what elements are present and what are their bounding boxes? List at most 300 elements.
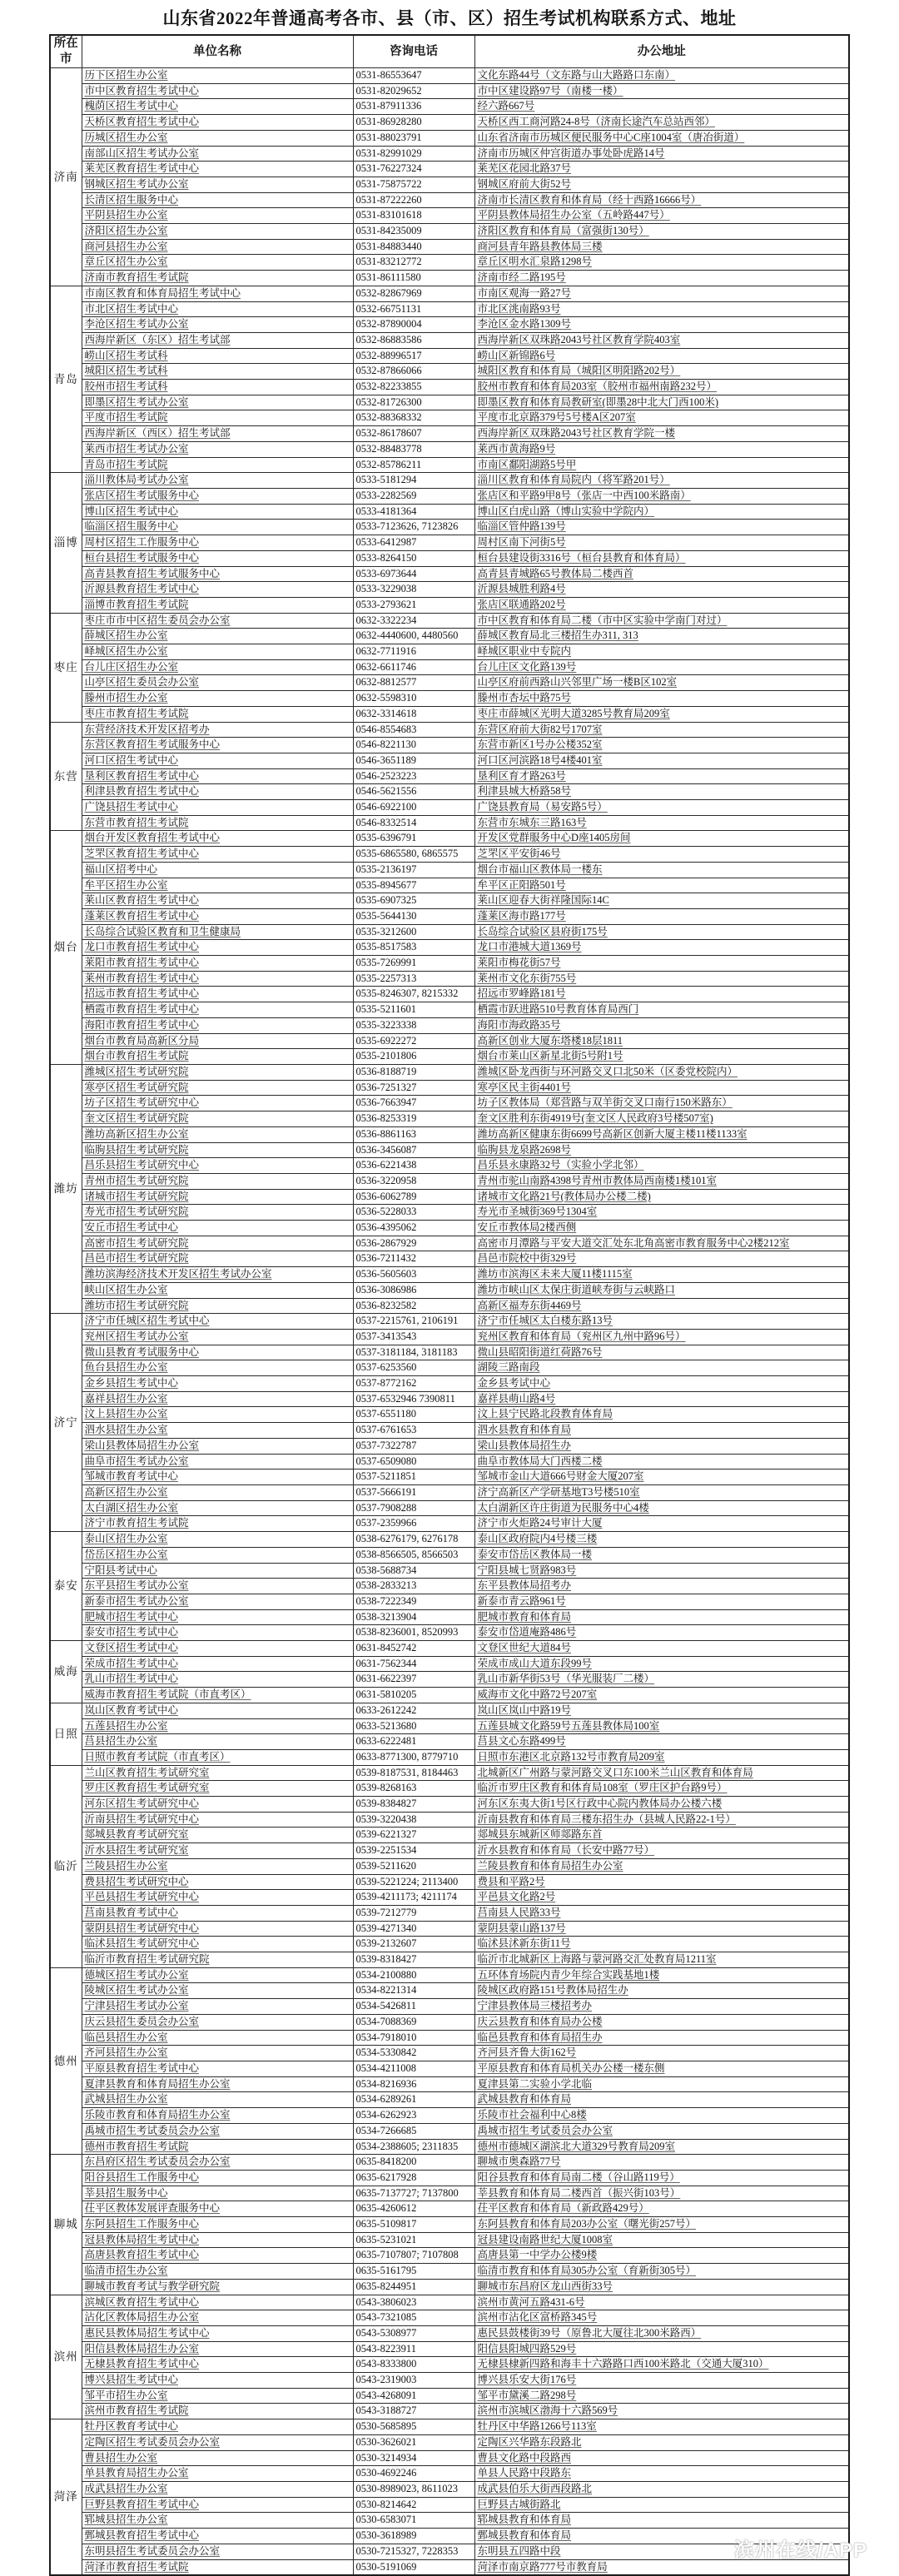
unit-name-cell: 岚山区教育考试中心 xyxy=(82,1703,353,1718)
unit-name-cell: 薛城区招生办公室 xyxy=(82,629,353,644)
address-cell: 烟台市福山区教体局一楼东 xyxy=(474,862,849,878)
address-cell: 太白湖新区许庄街道为民服务中心4楼 xyxy=(474,1500,849,1516)
phone-cell: 0532-66751131 xyxy=(353,301,474,317)
city-cell: 济宁 xyxy=(50,1314,82,1532)
address-cell: 城阳区教育和体育局（城阳区明阳路202号） xyxy=(474,364,849,380)
table-row xyxy=(50,956,849,972)
table-row xyxy=(50,520,849,535)
unit-name-cell: 平阴县招生办公室 xyxy=(82,208,353,224)
address-cell: 商河县青年路县教体局三楼 xyxy=(474,239,849,255)
address-cell: 山亭区府前西路山兴邻里广场一楼B区102室 xyxy=(474,675,849,691)
phone-cell: 0631-5810205 xyxy=(353,1688,474,1703)
address-cell: 坊子区教体局（郑营路与双羊街交叉口南行150米路东） xyxy=(474,1096,849,1111)
address-cell: 牟平区正阳路501号 xyxy=(474,878,849,893)
phone-cell: 0546-2523223 xyxy=(353,768,474,784)
table-row xyxy=(50,1812,849,1828)
table-row xyxy=(50,1563,849,1579)
unit-name-cell: 宁阳县考试中心 xyxy=(82,1563,353,1579)
table-row xyxy=(50,1221,849,1236)
phone-cell: 0531-83101618 xyxy=(353,208,474,224)
table-row xyxy=(50,1688,849,1703)
unit-name-cell: 沂南县招生考试研究中心 xyxy=(82,1812,353,1828)
unit-name-cell: 文登区招生考试中心 xyxy=(82,1641,353,1657)
phone-cell: 0546-3651189 xyxy=(353,753,474,768)
address-cell: 临邑县教育和体育局招生办 xyxy=(474,2030,849,2046)
phone-cell: 0539-4211173; 4211174 xyxy=(353,1890,474,1906)
address-cell: 潍坊市峡山区太保庄街道峡寿街与云峡路口 xyxy=(474,1282,849,1298)
address-cell: 文登区世纪大道84号 xyxy=(474,1641,849,1657)
unit-name-cell: 章丘区招生办公室 xyxy=(82,255,353,271)
table-row xyxy=(50,1858,849,1874)
table-row xyxy=(50,239,849,255)
unit-name-cell: 蒙阴县招生考试研究中心 xyxy=(82,1921,353,1937)
phone-cell: 0535-3212600 xyxy=(353,924,474,940)
phone-cell: 0535-6396791 xyxy=(353,831,474,847)
phone-cell: 0532-86178607 xyxy=(353,426,474,442)
phone-cell: 0546-8332514 xyxy=(353,815,474,831)
unit-name-cell: 莱州市教育招生考试中心 xyxy=(82,971,353,987)
phone-cell: 0635-7137727; 7137800 xyxy=(353,2186,474,2201)
unit-name-cell: 潍城区招生考试研究院 xyxy=(82,1065,353,1081)
table-row xyxy=(50,2466,849,2482)
unit-name-cell: 海阳市教育招生考试中心 xyxy=(82,1017,353,1033)
unit-name-cell: 沾化区教体局招生办公室 xyxy=(82,2310,353,2326)
unit-name-cell: 奎文区招生考试研究院 xyxy=(82,1111,353,1127)
address-cell: 莒南县人民路33号 xyxy=(474,1905,849,1921)
address-cell: 平阴县教体局招生办公室（五岭路447号） xyxy=(474,208,849,224)
phone-cell: 0530-8214642 xyxy=(353,2497,474,2513)
unit-name-cell: 崂山区招生考试科 xyxy=(82,348,353,364)
address-cell: 泰安市岱道庵路486号 xyxy=(474,1625,849,1641)
address-cell: 利津县城大桥路58号 xyxy=(474,784,849,800)
phone-cell: 0535-2257313 xyxy=(353,971,474,987)
table-row xyxy=(50,1921,849,1937)
phone-cell: 0534-7918010 xyxy=(353,2030,474,2046)
unit-name-cell: 城阳区招生考试科 xyxy=(82,364,353,380)
unit-name-cell: 广饶县招生考试中心 xyxy=(82,800,353,816)
unit-name-cell: 兖州区招生考试办公室 xyxy=(82,1329,353,1345)
unit-name-cell: 昌邑市招生考试研究院 xyxy=(82,1251,353,1267)
table-row xyxy=(50,847,849,863)
phone-cell: 0531-88023791 xyxy=(353,130,474,146)
table-row xyxy=(50,2108,849,2124)
phone-cell: 0539-2251534 xyxy=(353,1843,474,1859)
unit-name-cell: 烟台开发区教育招生考试中心 xyxy=(82,831,353,847)
phone-cell: 0532-88368332 xyxy=(353,410,474,426)
phone-cell: 0534-7266685 xyxy=(353,2123,474,2139)
unit-name-cell: 青岛市招生考试院 xyxy=(82,457,353,473)
address-cell: 临沭县沭新东街11号 xyxy=(474,1937,849,1952)
unit-name-cell: 成武县招生办公室 xyxy=(82,2481,353,2497)
unit-name-cell: 郯城县教育考试研究室 xyxy=(82,1828,353,1843)
unit-name-cell: 邹平市招生办公室 xyxy=(82,2388,353,2404)
unit-name-cell: 沂水县招生考试研究室 xyxy=(82,1843,353,1859)
phone-cell: 0546-6922100 xyxy=(353,800,474,816)
table-row xyxy=(50,878,849,893)
phone-cell: 0532-87866066 xyxy=(353,364,474,380)
unit-name-cell: 武城县招生办公室 xyxy=(82,2092,353,2108)
table-row xyxy=(50,162,849,177)
address-cell: 济宁市任城区太白楼东路13号 xyxy=(474,1314,849,1330)
city-cell: 青岛 xyxy=(50,286,82,472)
address-cell: 沂源县城胜利路4号 xyxy=(474,582,849,598)
table-row xyxy=(50,1625,849,1641)
unit-name-cell: 河东区招生考试研究中心 xyxy=(82,1797,353,1813)
address-cell: 汶上县宁民路北段教育体育局 xyxy=(474,1407,849,1423)
address-cell: 兰陵县教育和体育局招生办公室 xyxy=(474,1858,849,1874)
address-cell: 临朐县龙泉路2698号 xyxy=(474,1142,849,1158)
address-cell: 嘉祥县萌山路4号 xyxy=(474,1391,849,1407)
phone-cell: 0534-6262923 xyxy=(353,2108,474,2124)
address-cell: 泰山区政府院内4号楼三楼 xyxy=(474,1532,849,1548)
unit-name-cell: 茌平区教体发展评查服务中心 xyxy=(82,2201,353,2217)
unit-name-cell: 无棣县教育招生考试中心 xyxy=(82,2357,353,2373)
address-cell: 邹城市金山大道666号财金大厦207室 xyxy=(474,1470,849,1485)
address-cell: 寿光市圣城街369号1304室 xyxy=(474,1205,849,1221)
table-row xyxy=(50,706,849,722)
table-row xyxy=(50,255,849,271)
table-row xyxy=(50,1002,849,1018)
unit-name-cell: 禹城市招生考试委员会办公室 xyxy=(82,2123,353,2139)
phone-cell: 0632-5598310 xyxy=(353,691,474,707)
table-row xyxy=(50,582,849,598)
table-row xyxy=(50,380,849,395)
table-row xyxy=(50,2295,849,2310)
phone-cell: 0533-5181294 xyxy=(353,473,474,489)
table-row xyxy=(50,1952,849,1968)
unit-name-cell: 李沧区招生考试办公室 xyxy=(82,317,353,333)
city-cell: 烟台 xyxy=(50,831,82,1065)
phone-cell: 0531-83212772 xyxy=(353,255,474,271)
unit-name-cell: 兰陵县招生办公室 xyxy=(82,1858,353,1874)
address-cell: 五莲县城文化路59号五莲县教体局100室 xyxy=(474,1718,849,1734)
unit-name-cell: 牡丹区教育考试中心 xyxy=(82,2419,353,2435)
phone-cell: 0531-87222260 xyxy=(353,192,474,208)
unit-name-cell: 宁津县招生考试办公室 xyxy=(82,1999,353,2015)
phone-cell: 0534-6289261 xyxy=(353,2092,474,2108)
unit-name-cell: 兰山区教育招生考试研究室 xyxy=(82,1765,353,1781)
phone-cell: 0537-6532946 7390811 xyxy=(353,1391,474,1407)
phone-cell: 0535-8945677 xyxy=(353,878,474,893)
unit-name-cell: 东平县招生考试办公室 xyxy=(82,1579,353,1594)
address-cell: 郯城县东城新区师郯路东首 xyxy=(474,1828,849,1843)
address-cell: 市中区教育和体育局二楼（市中区实验中学南门对过） xyxy=(474,613,849,629)
address-cell: 济宁市火炬路24号审计大厦 xyxy=(474,1516,849,1532)
unit-name-cell: 济阳区招生办公室 xyxy=(82,224,353,240)
address-cell: 文化东路44号（文东路与山大路路口东南） xyxy=(474,68,849,84)
unit-name-cell: 安丘市招生考试中心 xyxy=(82,1221,353,1236)
phone-cell: 0538-7222349 xyxy=(353,1594,474,1609)
unit-name-cell: 梁山县教体局招生办公室 xyxy=(82,1438,353,1454)
phone-cell: 0535-5644130 xyxy=(353,908,474,924)
address-cell: 青州市驼山南路4398号青州市教体局西南楼1楼101室 xyxy=(474,1173,849,1189)
address-cell: 聊城市奥森路77号 xyxy=(474,2155,849,2171)
address-cell: 日照市东港区北京路132号市教育局209室 xyxy=(474,1749,849,1765)
unit-name-cell: 潍坊高新区招生办公室 xyxy=(82,1126,353,1142)
table-row xyxy=(50,691,849,707)
address-cell: 莱山区迎春大街祥隆国际14C xyxy=(474,893,849,909)
address-cell: 阳谷县教育和体育局南二楼（谷山路119号） xyxy=(474,2170,849,2186)
unit-name-cell: 桓台县招生考试服务中心 xyxy=(82,550,353,566)
address-cell: 开发区党群服务中心D座1405房间 xyxy=(474,831,849,847)
address-cell: 茌平区教育和体育局（新政路429号） xyxy=(474,2201,849,2217)
watermark-text: 滨州在线/APP xyxy=(733,2539,867,2563)
unit-name-cell: 滨城区教育招生考试中心 xyxy=(82,2295,353,2310)
address-cell: 禹城市招生考试委员会办公室 xyxy=(474,2123,849,2139)
table-row xyxy=(50,410,849,426)
phone-cell: 0635-7107807; 7107808 xyxy=(353,2248,474,2264)
unit-name-cell: 东阿县招生工作服务中心 xyxy=(82,2217,353,2233)
phone-cell: 0539-8187531, 8184463 xyxy=(353,1765,474,1781)
phone-cell: 0532-81726300 xyxy=(353,395,474,410)
unit-name-cell: 莒南县教育考试中心 xyxy=(82,1905,353,1921)
table-row xyxy=(50,1345,849,1360)
phone-cell: 0536-7211432 xyxy=(353,1251,474,1267)
address-cell: 昌乐县永康路32号（实验小学北邻） xyxy=(474,1158,849,1174)
table-row xyxy=(50,1423,849,1439)
address-cell: 金乡县考试中心 xyxy=(474,1376,849,1392)
address-cell: 钢城区府前大街52号 xyxy=(474,177,849,192)
table-row xyxy=(50,2544,849,2559)
unit-name-cell: 太白湖区招生办公室 xyxy=(82,1500,353,1516)
phone-cell: 0539-5221224; 2113400 xyxy=(353,1874,474,1890)
table-row xyxy=(50,271,849,286)
unit-name-cell: 巨野县教育招生考试中心 xyxy=(82,2497,353,2513)
phone-cell: 0537-2215761, 2106191 xyxy=(353,1314,474,1330)
city-cell: 滨州 xyxy=(50,2295,82,2419)
unit-name-cell: 即墨区招生考试办公室 xyxy=(82,395,353,410)
table-row xyxy=(50,2310,849,2326)
phone-cell: 0534-2388605; 2311835 xyxy=(353,2139,474,2155)
table-row xyxy=(50,2264,849,2280)
table-row xyxy=(50,317,849,333)
unit-name-cell: 嘉祥县招生办公室 xyxy=(82,1391,353,1407)
city-cell: 淄博 xyxy=(50,473,82,613)
address-cell: 梁山县教体局招生办 xyxy=(474,1438,849,1454)
table-row xyxy=(50,2030,849,2046)
unit-name-cell: 济南市教育招生考试院 xyxy=(82,271,353,286)
unit-name-cell: 西海岸新区（东区）招生考试部 xyxy=(82,332,353,348)
unit-name-cell: 山亭区招生委员会办公室 xyxy=(82,675,353,691)
phone-cell: 0537-3181184, 3181183 xyxy=(353,1345,474,1360)
table-row xyxy=(50,1905,849,1921)
phone-cell: 0543-7321085 xyxy=(353,2310,474,2326)
unit-name-cell: 芝罘区教育招生考试中心 xyxy=(82,847,353,863)
address-cell: 夏津县第二实验小学北临 xyxy=(474,2076,849,2092)
address-cell: 武城县教育和体育局 xyxy=(474,2092,849,2108)
table-row xyxy=(50,550,849,566)
address-cell: 无棣县棣新四路和海丰十六路路口西100米路北（交通大厦310） xyxy=(474,2357,849,2373)
phone-cell: 0539-2132607 xyxy=(353,1937,474,1952)
phone-cell: 0546-8221130 xyxy=(353,738,474,753)
unit-name-cell: 莱芜区教育招生考试中心 xyxy=(82,162,353,177)
table-row xyxy=(50,2341,849,2357)
unit-name-cell: 东营经济技术开发区招考办 xyxy=(82,722,353,738)
address-cell: 市北区洮南路93号 xyxy=(474,301,849,317)
phone-cell: 0534-5330842 xyxy=(353,2046,474,2061)
unit-name-cell: 泰山区招生办公室 xyxy=(82,1532,353,1548)
table-row xyxy=(50,768,849,784)
phone-cell: 0536-3456087 xyxy=(353,1142,474,1158)
table-row xyxy=(50,675,849,691)
table-body xyxy=(50,68,849,2576)
unit-name-cell: 垦利区教育招生考试中心 xyxy=(82,768,353,784)
unit-name-cell: 台儿庄区招生办公室 xyxy=(82,659,353,675)
table-row xyxy=(50,2513,849,2529)
address-cell: 潍坊高新区健康东街6699号高新区创新大厦主楼11楼1133室 xyxy=(474,1126,849,1142)
address-cell: 西海岸新区双珠路2043号社区教育学院一楼 xyxy=(474,426,849,442)
address-cell: 菏泽市南京路777号市教育局 xyxy=(474,2559,849,2575)
unit-name-cell: 青州市招生考试研究院 xyxy=(82,1173,353,1189)
address-cell: 济宁高新区产学研基地T3号楼510室 xyxy=(474,1484,849,1500)
address-cell: 枣庄市薛城区光明大道3285号教育局209室 xyxy=(474,706,849,722)
unit-name-cell: 历城区招生办公室 xyxy=(82,130,353,146)
address-cell: 平原县教育和体育局机关办公楼一楼东侧 xyxy=(474,2061,849,2077)
phone-cell: 0534-4211008 xyxy=(353,2061,474,2077)
phone-cell: 0538-2833213 xyxy=(353,1579,474,1594)
address-cell: 张店区和平路9甲8号（张店一中西100米路南） xyxy=(474,488,849,504)
unit-name-cell: 峄城区招生办公室 xyxy=(82,644,353,660)
unit-name-cell: 张店区招生考试服务中心 xyxy=(82,488,353,504)
city-cell: 临沂 xyxy=(50,1765,82,1967)
phone-cell: 0531-75875722 xyxy=(353,177,474,192)
table-row xyxy=(50,1282,849,1298)
table-row xyxy=(50,2388,849,2404)
address-cell: 滕州市杏坛中路75号 xyxy=(474,691,849,707)
address-cell: 莱西市黄海路9号 xyxy=(474,441,849,457)
address-cell: 庆云县教育和体育局办公楼 xyxy=(474,2014,849,2030)
unit-name-cell: 利津县教育招生考试中心 xyxy=(82,784,353,800)
table-row xyxy=(50,301,849,317)
phone-cell: 0538-3213904 xyxy=(353,1609,474,1625)
address-cell: 诸城市文化路21号(教体局办公楼二楼) xyxy=(474,1189,849,1205)
table-row xyxy=(50,1547,849,1563)
table-row xyxy=(50,1142,849,1158)
unit-name-cell: 日照市教育考试院（市直考区） xyxy=(82,1749,353,1765)
phone-cell: 0537-6253560 xyxy=(353,1360,474,1376)
address-cell: 章丘区明水汇泉路1298号 xyxy=(474,255,849,271)
address-cell: 山东省济南市历城区便民服务中心C座1004室（唐冶街道） xyxy=(474,130,849,146)
table-row xyxy=(50,1718,849,1734)
unit-name-cell: 峡山区招生办公室 xyxy=(82,1282,353,1298)
address-cell: 奎文区胜利东街4919号(奎文区人民政府3号楼507室) xyxy=(474,1111,849,1127)
unit-name-cell: 莱西市招生考试办公室 xyxy=(82,441,353,457)
phone-cell: 0538-6276179, 6276178 xyxy=(353,1532,474,1548)
phone-cell: 0530-5685895 xyxy=(353,2419,474,2435)
table-row xyxy=(50,1126,849,1142)
phone-cell: 0535-2101806 xyxy=(353,1049,474,1065)
address-cell: 峄城区职业中专院内 xyxy=(474,644,849,660)
address-cell: 泰安市岱岳区教体局一楼 xyxy=(474,1547,849,1563)
unit-name-cell: 泰安市招生考试中心 xyxy=(82,1625,353,1641)
address-cell: 河口区河滨路18号4楼401室 xyxy=(474,753,849,768)
unit-name-cell: 莱山区教育招生考试中心 xyxy=(82,893,353,909)
unit-name-cell: 龙口市教育招生考试中心 xyxy=(82,940,353,956)
address-cell: 长岛综合试验区县府街175号 xyxy=(474,924,849,940)
unit-name-cell: 临淄区招生服务中心 xyxy=(82,520,353,535)
address-cell: 西海岸新区双珠路2043号社区教育学院403室 xyxy=(474,332,849,348)
table-row xyxy=(50,1609,849,1625)
address-cell: 海阳市海政路35号 xyxy=(474,1017,849,1033)
phone-cell: 0546-8554683 xyxy=(353,722,474,738)
phone-cell: 0535-6907325 xyxy=(353,893,474,909)
unit-name-cell: 钢城区招生考试办公室 xyxy=(82,177,353,192)
unit-name-cell: 西海岸新区（西区）招生考试部 xyxy=(82,426,353,442)
address-cell: 平邑县文化路2号 xyxy=(474,1890,849,1906)
unit-name-cell: 威海市教育招生考试院（市直考区） xyxy=(82,1688,353,1703)
phone-cell: 0633-2612242 xyxy=(353,1703,474,1718)
phone-cell: 0632-6611746 xyxy=(353,659,474,675)
table-row xyxy=(50,2170,849,2186)
unit-name-cell: 沂源县教育招生考试中心 xyxy=(82,582,353,598)
unit-name-cell: 齐河县招生办公室 xyxy=(82,2046,353,2061)
unit-name-cell: 泗水县招生办公室 xyxy=(82,1423,353,1439)
phone-cell: 0539-4271340 xyxy=(353,1921,474,1937)
address-cell: 牡丹区中华路1266号113室 xyxy=(474,2419,849,2435)
unit-name-cell: 市南区教育和体育局招生考试中心 xyxy=(82,286,353,301)
address-cell: 龙口市港城大道1369号 xyxy=(474,940,849,956)
address-cell: 寒亭区民主街4401号 xyxy=(474,1080,849,1096)
unit-name-cell: 淄博市教育招生考试院 xyxy=(82,597,353,613)
table-row xyxy=(50,1781,849,1797)
table-row xyxy=(50,1672,849,1688)
phone-cell: 0531-82029652 xyxy=(353,83,474,99)
unit-name-cell: 长清区招生服务中心 xyxy=(82,192,353,208)
address-cell: 济南市经二路195号 xyxy=(474,271,849,286)
unit-name-cell: 临沂市教育招生考试研究院 xyxy=(82,1952,353,1968)
phone-cell: 0531-82991029 xyxy=(353,146,474,162)
address-cell: 薛城区教育局北三楼招生办311, 313 xyxy=(474,629,849,644)
address-cell: 莘县教育和体育局二楼西首（振兴街103号） xyxy=(474,2186,849,2201)
phone-cell: 0530-3626021 xyxy=(353,2434,474,2450)
phone-cell: 0539-5211620 xyxy=(353,1858,474,1874)
city-cell: 日照 xyxy=(50,1703,82,1765)
col-header-city: 所在市 xyxy=(50,35,82,68)
address-cell: 五环体育场院内青少年综合实践基地1楼 xyxy=(474,1967,849,1983)
phone-cell: 0543-4268091 xyxy=(353,2388,474,2404)
address-cell: 临清市教育和体育局305办公室（育新街305号） xyxy=(474,2264,849,2280)
unit-name-cell: 牟平区招生办公室 xyxy=(82,878,353,893)
table-row xyxy=(50,441,849,457)
phone-cell: 0534-8216936 xyxy=(353,2076,474,2092)
phone-cell: 0531-87911336 xyxy=(353,99,474,115)
unit-name-cell: 岱岳区招生办公室 xyxy=(82,1547,353,1563)
phone-cell: 0530-4692246 xyxy=(353,2466,474,2482)
table-row xyxy=(50,2232,849,2248)
address-cell: 张店区联通路202号 xyxy=(474,597,849,613)
header-row xyxy=(50,35,849,68)
phone-cell: 0631-6622397 xyxy=(353,1672,474,1688)
table-row xyxy=(50,2450,849,2466)
table-row xyxy=(50,1890,849,1906)
unit-name-cell: 博山区招生考试中心 xyxy=(82,504,353,520)
address-cell: 冠县建设南路世纪大厦1008室 xyxy=(474,2232,849,2248)
address-cell: 岚山区岚山中路19号 xyxy=(474,1703,849,1718)
table-row xyxy=(50,1999,849,2015)
table-row xyxy=(50,1438,849,1454)
table-row xyxy=(50,1500,849,1516)
address-cell: 肥城市教育和体育局 xyxy=(474,1609,849,1625)
table-row xyxy=(50,800,849,816)
phone-cell: 0635-5161795 xyxy=(353,2264,474,2280)
city-cell: 枣庄 xyxy=(50,613,82,722)
unit-name-cell: 新泰市招生考试办公室 xyxy=(82,1594,353,1609)
address-cell: 淄川区教育和体育局院内（将军路201号） xyxy=(474,473,849,489)
address-cell: 沂南县教育和体育局三楼东招生办（县城人民路22-1号） xyxy=(474,1812,849,1828)
phone-cell: 0537-2359966 xyxy=(353,1516,474,1532)
address-cell: 高密市月潭路与平安大道交汇处东北角高密市教育服务中心2楼212室 xyxy=(474,1236,849,1251)
unit-name-cell: 聊城市教育考试与教学研究院 xyxy=(82,2279,353,2295)
